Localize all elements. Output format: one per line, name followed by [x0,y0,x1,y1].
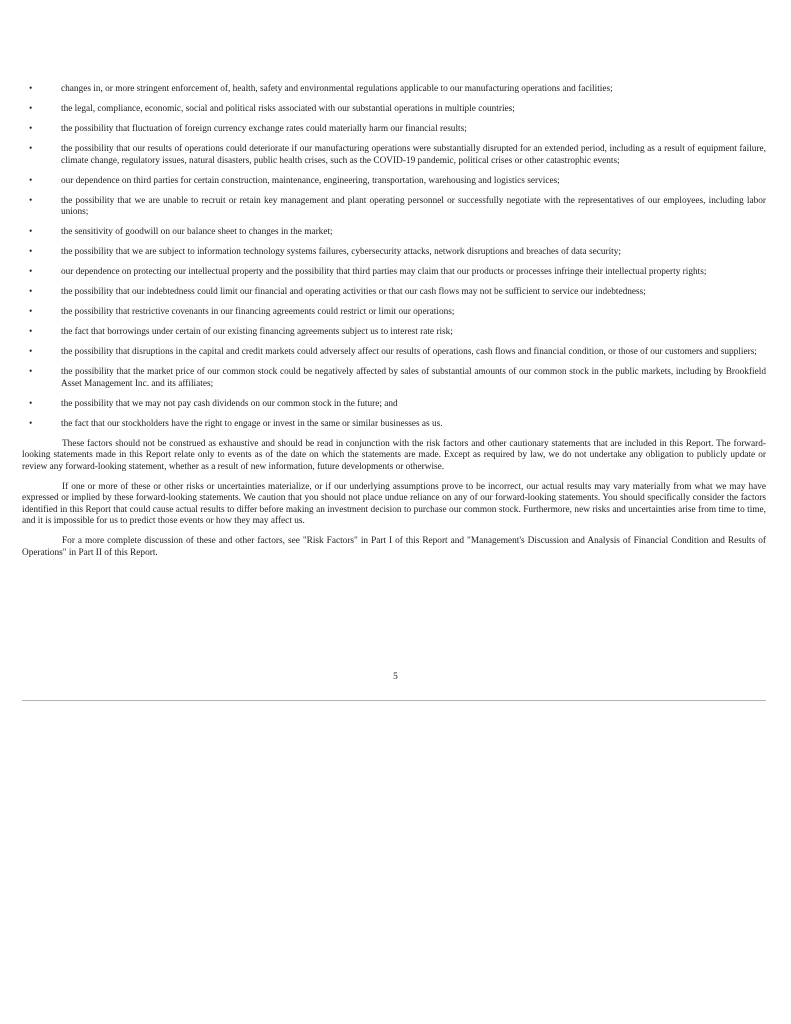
list-item-text: the possibility that the market price of our common stock could be negatively affected by sales of substantial amounts of our common stock in the public markets, including by Brookfield Asset Management Inc. and its affiliates; [61,366,766,389]
bullet-icon: • [29,175,33,186]
bullet-icon: • [29,307,33,318]
list-item-text: the possibility that we are unable to recruit or retain key management and plant operating personnel or successfully negotiate with the representatives of our employees, including labor unions; [61,195,766,218]
bullet-icon: • [29,84,33,94]
bullet-icon: • [29,327,33,338]
list-item [22,247,766,259]
list-item-text: the sensitivity of goodwill on our balance sheet to changes in the market; [61,227,333,238]
list-item-text: the possibility that our indebtedness could limit our financial and operating activities or that our cash flows may not be sufficient to service our indebtedness; [61,287,646,298]
list-item [22,124,766,136]
list-item [22,327,766,339]
bullet-icon: • [29,267,33,278]
bullet-icon: • [29,103,33,114]
list-item [22,419,766,431]
list-item [22,104,766,116]
list-item [22,176,766,188]
risk-factor-list [22,84,766,430]
bullet-icon: • [29,123,33,134]
footer-divider [22,700,766,701]
bullet-icon: • [29,287,33,298]
list-item-text: the possibility that our results of operations could deteriorate if our manufacturing operations were substantially disrupted for an extended period, including as a result of equipment failure, climate change, regulatory issues, natural disasters, public health crises, such as the COVID-19 pandemic, political crises or other catastrophic events; [61,143,766,166]
list-item [22,144,766,167]
list-item-text: the fact that borrowings under certain of our existing financing agreements subject us to interest rate risk; [61,327,453,338]
bullet-icon: • [29,418,33,429]
list-item-text: the possibility that restrictive covenants in our financing agreements could restrict or limit our operations; [61,307,455,318]
bullet-icon: • [29,195,33,206]
paragraph-exhaustive-factors: These factors should not be construed as exhaustive and should be read in conjunction with the risk factors and other cautionary statements that are included in this Report. The forward-looking statements made in this Report relate only to events as of the date on which the statements are made. Except as required by law, we do not undertake any obligation to publicly update or review any forward-looking statement, whether as a result of new information, future developments or otherwise. [22,438,766,472]
list-item [22,267,766,279]
list-item [22,227,766,239]
list-item [22,399,766,411]
list-item [22,367,766,390]
list-item [22,287,766,299]
list-item [22,347,766,359]
list-item-text: the possibility that disruptions in the capital and credit markets could adversely affect our results of operations, cash flows and financial condition, or those of our customers and suppliers; [61,347,757,357]
bullet-icon: • [29,398,33,409]
list-item-text: our dependence on third parties for certain construction, maintenance, engineering, transportation, warehousing and logistics services; [61,175,560,186]
list-item-text: the possibility that we may not pay cash dividends on our common stock in the future; and [61,398,398,409]
list-item-text: our dependence on protecting our intellectual property and the possibility that third parties may claim that our products or processes infringe their intellectual property rights; [61,267,707,278]
paragraph-further-discussion: For a more complete discussion of these and other factors, see "Risk Factors" in Part I of this Report and "Management's Discussion and Analysis of Financial Condition and Results of Operations" in Part II of this Report. [22,536,766,559]
list-item-text: the possibility that fluctuation of foreign currency exchange rates could materially harm our financial results; [61,123,467,134]
list-item-text: the possibility that we are subject to information technology systems failures, cybersecurity attacks, network disruptions and breaches of data security; [61,247,621,258]
list-item-text: the legal, compliance, economic, social and political risks associated with our substantial operations in multiple countries; [61,103,515,114]
bullet-icon: • [29,247,33,258]
document-page [22,84,766,568]
list-item-text: changes in, or more stringent enforcement of, health, safety and environmental regulations applicable to our manufacturing operations and facilities; [61,84,613,94]
list-item [22,196,766,219]
bullet-icon: • [29,366,33,377]
paragraph-risk-uncertainties: If one or more of these or other risks or uncertainties materialize, or if our underlying assumptions prove to be incorrect, our actual results may vary materially from what we may have expressed or implied by these forward-looking statements. We caution that you should not place undue reliance on any of our forward-looking statements. You should specifically consider the factors identified in this Report that could cause actual results to differ before making an investment decision to purchase our common stock. Furthermore, new risks and uncertainties arise from time to time, and it is impossible for us to predict those events or how they may affect us. [22,481,766,527]
list-item [22,307,766,319]
page-number: 5 [393,672,398,682]
bullet-icon: • [29,347,33,357]
bullet-icon: • [29,143,33,154]
bullet-icon: • [29,227,33,238]
list-item-text: the fact that our stockholders have the right to engage or invest in the same or similar businesses as us. [61,418,443,429]
list-item [22,84,766,96]
